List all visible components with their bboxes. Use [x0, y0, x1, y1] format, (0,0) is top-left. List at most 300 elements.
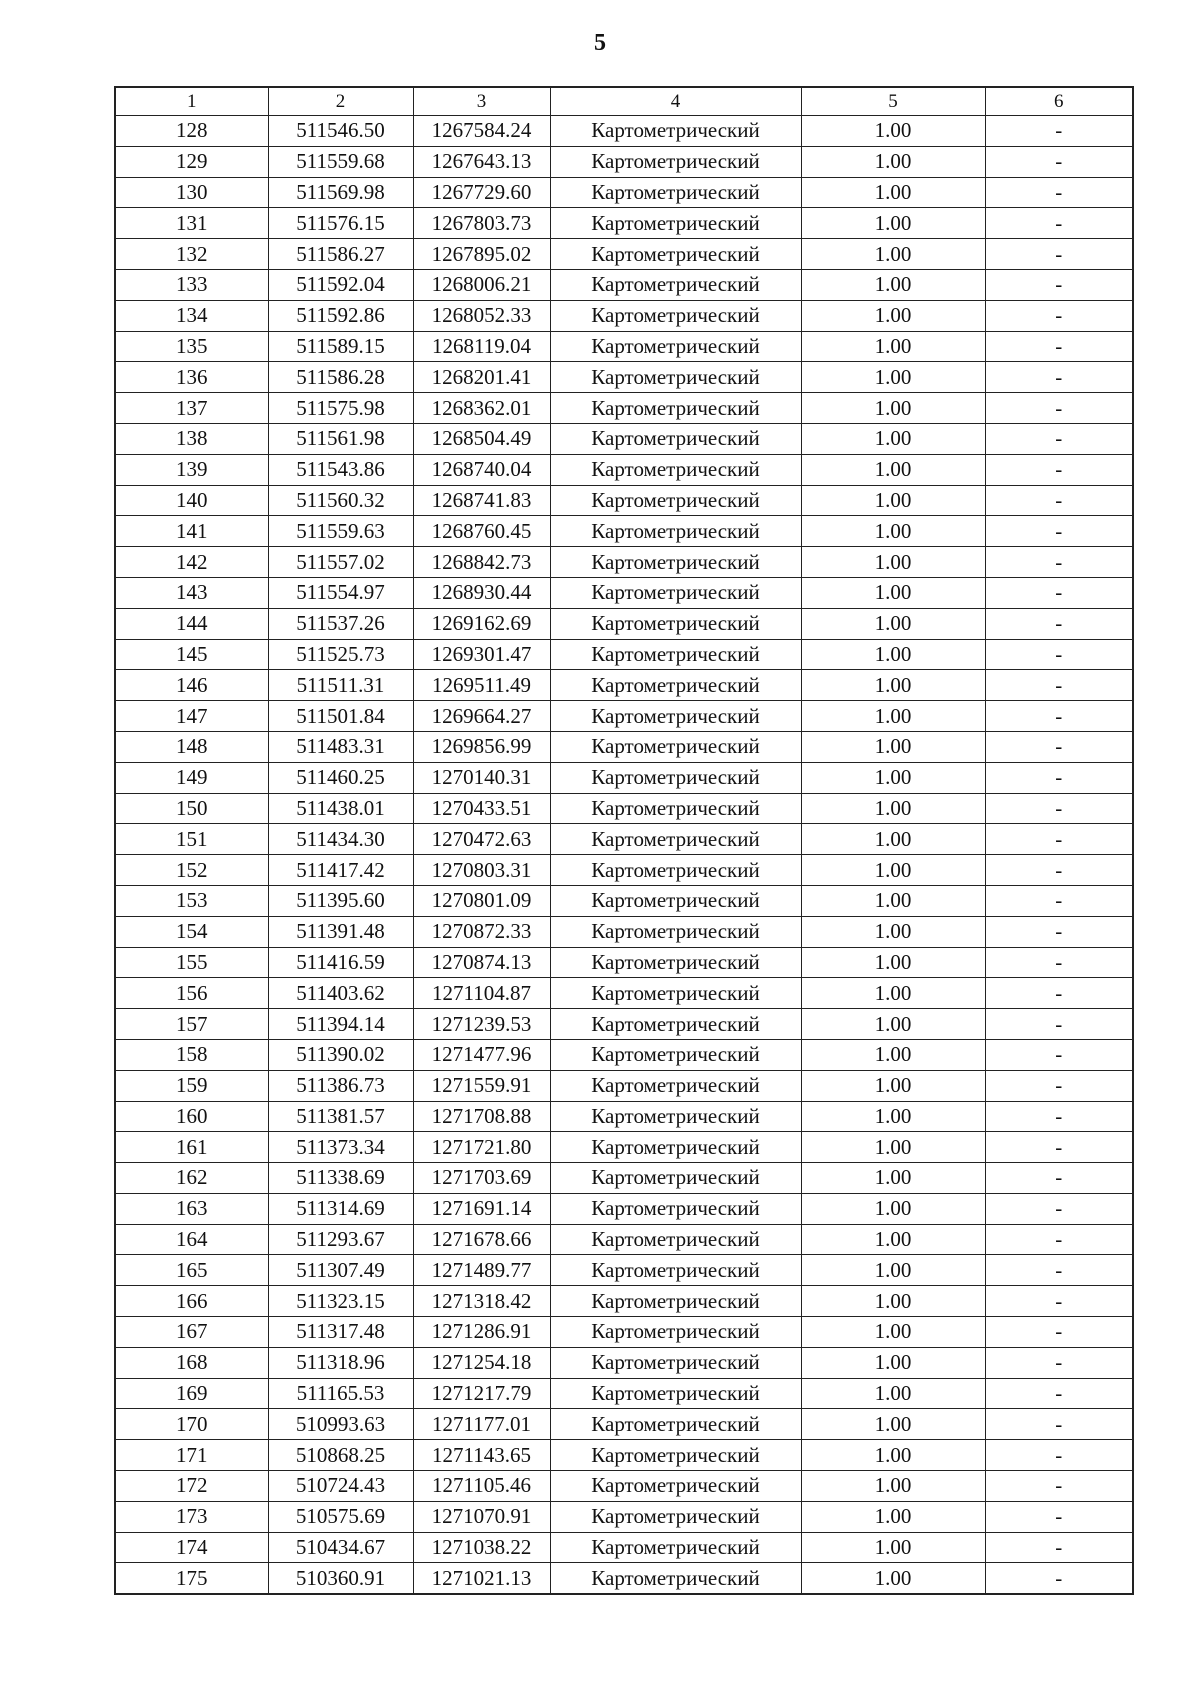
- point-number-cell: 135: [115, 331, 268, 362]
- x-coordinate-cell: 511554.97: [268, 577, 413, 608]
- description-cell: -: [985, 731, 1133, 762]
- y-coordinate-cell: 1268760.45: [413, 516, 550, 547]
- table-row: [115, 885, 1133, 916]
- x-coordinate-cell: 511511.31: [268, 670, 413, 701]
- point-number-cell: 134: [115, 300, 268, 331]
- x-coordinate-cell: 511373.34: [268, 1132, 413, 1163]
- table-row: [115, 947, 1133, 978]
- y-coordinate-cell: 1270472.63: [413, 824, 550, 855]
- description-cell: -: [985, 1255, 1133, 1286]
- accuracy-cell: 1.00: [801, 1070, 985, 1101]
- x-coordinate-cell: 511386.73: [268, 1070, 413, 1101]
- description-cell: -: [985, 116, 1133, 147]
- point-number-cell: 158: [115, 1039, 268, 1070]
- accuracy-cell: 1.00: [801, 146, 985, 177]
- accuracy-cell: 1.00: [801, 978, 985, 1009]
- table-row: [115, 1224, 1133, 1255]
- description-cell: -: [985, 608, 1133, 639]
- table-row: [115, 331, 1133, 362]
- description-cell: -: [985, 1471, 1133, 1502]
- point-number-cell: 132: [115, 239, 268, 270]
- accuracy-cell: 1.00: [801, 1009, 985, 1040]
- y-coordinate-cell: 1271708.88: [413, 1101, 550, 1132]
- description-cell: -: [985, 1070, 1133, 1101]
- table-row: [115, 1132, 1133, 1163]
- method-cell: Картометрический: [550, 1409, 801, 1440]
- point-number-cell: 137: [115, 393, 268, 424]
- accuracy-cell: 1.00: [801, 608, 985, 639]
- point-number-cell: 142: [115, 547, 268, 578]
- description-cell: -: [985, 1440, 1133, 1471]
- table-row: [115, 454, 1133, 485]
- description-cell: -: [985, 423, 1133, 454]
- method-cell: Картометрический: [550, 1070, 801, 1101]
- description-cell: -: [985, 1224, 1133, 1255]
- table-row: [115, 978, 1133, 1009]
- x-coordinate-cell: 511307.49: [268, 1255, 413, 1286]
- accuracy-cell: 1.00: [801, 1501, 985, 1532]
- description-cell: -: [985, 701, 1133, 732]
- x-coordinate-cell: 511460.25: [268, 762, 413, 793]
- point-number-cell: 151: [115, 824, 268, 855]
- point-number-cell: 167: [115, 1317, 268, 1348]
- x-coordinate-cell: 511483.31: [268, 731, 413, 762]
- y-coordinate-cell: 1271489.77: [413, 1255, 550, 1286]
- y-coordinate-cell: 1271143.65: [413, 1440, 550, 1471]
- method-cell: Картометрический: [550, 1440, 801, 1471]
- point-number-cell: 157: [115, 1009, 268, 1040]
- x-coordinate-cell: 511560.32: [268, 485, 413, 516]
- description-cell: -: [985, 1317, 1133, 1348]
- accuracy-cell: 1.00: [801, 824, 985, 855]
- description-cell: -: [985, 269, 1133, 300]
- x-coordinate-cell: 511586.27: [268, 239, 413, 270]
- description-cell: -: [985, 885, 1133, 916]
- accuracy-cell: 1.00: [801, 1286, 985, 1317]
- table-row: [115, 1501, 1133, 1532]
- description-cell: -: [985, 485, 1133, 516]
- point-number-cell: 136: [115, 362, 268, 393]
- x-coordinate-cell: 511323.15: [268, 1286, 413, 1317]
- x-coordinate-cell: 511338.69: [268, 1163, 413, 1194]
- table-row: [115, 855, 1133, 886]
- method-cell: Картометрический: [550, 1009, 801, 1040]
- table-row: [115, 1409, 1133, 1440]
- method-cell: Картометрический: [550, 639, 801, 670]
- accuracy-cell: 1.00: [801, 855, 985, 886]
- point-number-cell: 147: [115, 701, 268, 732]
- y-coordinate-cell: 1271038.22: [413, 1532, 550, 1563]
- accuracy-cell: 1.00: [801, 885, 985, 916]
- table-row: [115, 269, 1133, 300]
- accuracy-cell: 1.00: [801, 116, 985, 147]
- table-row: [115, 177, 1133, 208]
- x-coordinate-cell: 511559.63: [268, 516, 413, 547]
- table-header-row: [115, 87, 1133, 116]
- page-number: 5: [594, 30, 606, 56]
- method-cell: Картометрический: [550, 116, 801, 147]
- point-number-cell: 144: [115, 608, 268, 639]
- point-number-cell: 146: [115, 670, 268, 701]
- method-cell: Картометрический: [550, 393, 801, 424]
- accuracy-cell: 1.00: [801, 1471, 985, 1502]
- table-row: [115, 146, 1133, 177]
- accuracy-cell: 1.00: [801, 1532, 985, 1563]
- table-row: [115, 793, 1133, 824]
- x-coordinate-cell: 510434.67: [268, 1532, 413, 1563]
- x-coordinate-cell: 511395.60: [268, 885, 413, 916]
- y-coordinate-cell: 1268504.49: [413, 423, 550, 454]
- description-cell: -: [985, 855, 1133, 886]
- description-cell: -: [985, 762, 1133, 793]
- method-cell: Картометрический: [550, 1501, 801, 1532]
- y-coordinate-cell: 1271721.80: [413, 1132, 550, 1163]
- method-cell: Картометрический: [550, 762, 801, 793]
- x-coordinate-cell: 511390.02: [268, 1039, 413, 1070]
- description-cell: -: [985, 639, 1133, 670]
- y-coordinate-cell: 1268201.41: [413, 362, 550, 393]
- point-number-cell: 138: [115, 423, 268, 454]
- accuracy-cell: 1.00: [801, 516, 985, 547]
- point-number-cell: 160: [115, 1101, 268, 1132]
- table-row: [115, 547, 1133, 578]
- y-coordinate-cell: 1270433.51: [413, 793, 550, 824]
- accuracy-cell: 1.00: [801, 947, 985, 978]
- table-row: [115, 1009, 1133, 1040]
- method-cell: Картометрический: [550, 1317, 801, 1348]
- table-row: [115, 1347, 1133, 1378]
- x-coordinate-cell: 511589.15: [268, 331, 413, 362]
- point-number-cell: 171: [115, 1440, 268, 1471]
- table-row: [115, 516, 1133, 547]
- y-coordinate-cell: 1268741.83: [413, 485, 550, 516]
- accuracy-cell: 1.00: [801, 454, 985, 485]
- y-coordinate-cell: 1271477.96: [413, 1039, 550, 1070]
- point-number-cell: 161: [115, 1132, 268, 1163]
- y-coordinate-cell: 1269301.47: [413, 639, 550, 670]
- y-coordinate-cell: 1267895.02: [413, 239, 550, 270]
- x-coordinate-cell: 510993.63: [268, 1409, 413, 1440]
- method-cell: Картометрический: [550, 916, 801, 947]
- point-number-cell: 149: [115, 762, 268, 793]
- method-cell: Картометрический: [550, 300, 801, 331]
- point-number-cell: 130: [115, 177, 268, 208]
- x-coordinate-cell: 511592.86: [268, 300, 413, 331]
- accuracy-cell: 1.00: [801, 1039, 985, 1070]
- method-cell: Картометрический: [550, 1039, 801, 1070]
- x-coordinate-cell: 511576.15: [268, 208, 413, 239]
- accuracy-cell: 1.00: [801, 1440, 985, 1471]
- description-cell: -: [985, 516, 1133, 547]
- x-coordinate-cell: 511314.69: [268, 1193, 413, 1224]
- x-coordinate-cell: 511501.84: [268, 701, 413, 732]
- description-cell: -: [985, 1532, 1133, 1563]
- y-coordinate-cell: 1271703.69: [413, 1163, 550, 1194]
- method-cell: Картометрический: [550, 331, 801, 362]
- table-row: [115, 423, 1133, 454]
- table-row: [115, 1101, 1133, 1132]
- x-coordinate-cell: 511381.57: [268, 1101, 413, 1132]
- method-cell: Картометрический: [550, 1378, 801, 1409]
- method-cell: Картометрический: [550, 1224, 801, 1255]
- description-cell: -: [985, 824, 1133, 855]
- method-cell: Картометрический: [550, 885, 801, 916]
- x-coordinate-cell: 511525.73: [268, 639, 413, 670]
- y-coordinate-cell: 1271239.53: [413, 1009, 550, 1040]
- method-cell: Картометрический: [550, 670, 801, 701]
- y-coordinate-cell: 1271678.66: [413, 1224, 550, 1255]
- table-row: [115, 1532, 1133, 1563]
- table-row: [115, 639, 1133, 670]
- method-cell: Картометрический: [550, 947, 801, 978]
- method-cell: Картометрический: [550, 855, 801, 886]
- accuracy-cell: 1.00: [801, 1317, 985, 1348]
- method-cell: Картометрический: [550, 1347, 801, 1378]
- description-cell: -: [985, 239, 1133, 270]
- y-coordinate-cell: 1271070.91: [413, 1501, 550, 1532]
- accuracy-cell: 1.00: [801, 1224, 985, 1255]
- table-row: [115, 1286, 1133, 1317]
- table-row: [115, 1317, 1133, 1348]
- point-number-cell: 173: [115, 1501, 268, 1532]
- y-coordinate-cell: 1271105.46: [413, 1471, 550, 1502]
- y-coordinate-cell: 1270801.09: [413, 885, 550, 916]
- column-header: 5: [801, 87, 985, 116]
- y-coordinate-cell: 1271177.01: [413, 1409, 550, 1440]
- y-coordinate-cell: 1270874.13: [413, 947, 550, 978]
- method-cell: Картометрический: [550, 269, 801, 300]
- accuracy-cell: 1.00: [801, 916, 985, 947]
- y-coordinate-cell: 1270803.31: [413, 855, 550, 886]
- description-cell: -: [985, 146, 1133, 177]
- method-cell: Картометрический: [550, 1101, 801, 1132]
- table-row: [115, 1163, 1133, 1194]
- method-cell: Картометрический: [550, 577, 801, 608]
- description-cell: -: [985, 978, 1133, 1009]
- x-coordinate-cell: 511416.59: [268, 947, 413, 978]
- y-coordinate-cell: 1268052.33: [413, 300, 550, 331]
- point-number-cell: 164: [115, 1224, 268, 1255]
- point-number-cell: 143: [115, 577, 268, 608]
- point-number-cell: 148: [115, 731, 268, 762]
- accuracy-cell: 1.00: [801, 547, 985, 578]
- accuracy-cell: 1.00: [801, 670, 985, 701]
- table-row: [115, 116, 1133, 147]
- method-cell: Картометрический: [550, 1193, 801, 1224]
- method-cell: Картометрический: [550, 731, 801, 762]
- description-cell: -: [985, 947, 1133, 978]
- method-cell: Картометрический: [550, 1532, 801, 1563]
- method-cell: Картометрический: [550, 1471, 801, 1502]
- x-coordinate-cell: 511165.53: [268, 1378, 413, 1409]
- accuracy-cell: 1.00: [801, 177, 985, 208]
- accuracy-cell: 1.00: [801, 793, 985, 824]
- table-row: [115, 362, 1133, 393]
- method-cell: Картометрический: [550, 239, 801, 270]
- x-coordinate-cell: 511438.01: [268, 793, 413, 824]
- point-number-cell: 166: [115, 1286, 268, 1317]
- description-cell: -: [985, 1286, 1133, 1317]
- description-cell: -: [985, 393, 1133, 424]
- accuracy-cell: 1.00: [801, 1563, 985, 1594]
- description-cell: -: [985, 1501, 1133, 1532]
- x-coordinate-cell: 511557.02: [268, 547, 413, 578]
- description-cell: -: [985, 177, 1133, 208]
- table-row: [115, 608, 1133, 639]
- method-cell: Картометрический: [550, 701, 801, 732]
- accuracy-cell: 1.00: [801, 1347, 985, 1378]
- point-number-cell: 141: [115, 516, 268, 547]
- x-coordinate-cell: 510724.43: [268, 1471, 413, 1502]
- table-row: [115, 577, 1133, 608]
- x-coordinate-cell: 511293.67: [268, 1224, 413, 1255]
- method-cell: Картометрический: [550, 516, 801, 547]
- table-row: [115, 670, 1133, 701]
- table-row: [115, 239, 1133, 270]
- method-cell: Картометрический: [550, 454, 801, 485]
- description-cell: -: [985, 1132, 1133, 1163]
- table-row: [115, 1255, 1133, 1286]
- table-row: [115, 1440, 1133, 1471]
- x-coordinate-cell: 511575.98: [268, 393, 413, 424]
- point-number-cell: 145: [115, 639, 268, 670]
- method-cell: Картометрический: [550, 1132, 801, 1163]
- accuracy-cell: 1.00: [801, 1132, 985, 1163]
- x-coordinate-cell: 511403.62: [268, 978, 413, 1009]
- description-cell: -: [985, 1378, 1133, 1409]
- y-coordinate-cell: 1268842.73: [413, 547, 550, 578]
- y-coordinate-cell: 1271217.79: [413, 1378, 550, 1409]
- y-coordinate-cell: 1271559.91: [413, 1070, 550, 1101]
- accuracy-cell: 1.00: [801, 762, 985, 793]
- x-coordinate-cell: 511559.68: [268, 146, 413, 177]
- description-cell: -: [985, 1347, 1133, 1378]
- table-row: [115, 485, 1133, 516]
- description-cell: -: [985, 793, 1133, 824]
- coordinates-table: [114, 86, 1134, 1595]
- y-coordinate-cell: 1270140.31: [413, 762, 550, 793]
- accuracy-cell: 1.00: [801, 1163, 985, 1194]
- accuracy-cell: 1.00: [801, 701, 985, 732]
- description-cell: -: [985, 1101, 1133, 1132]
- description-cell: -: [985, 577, 1133, 608]
- method-cell: Картометрический: [550, 1163, 801, 1194]
- description-cell: -: [985, 1039, 1133, 1070]
- column-header: 3: [413, 87, 550, 116]
- column-header: 4: [550, 87, 801, 116]
- y-coordinate-cell: 1268362.01: [413, 393, 550, 424]
- accuracy-cell: 1.00: [801, 208, 985, 239]
- y-coordinate-cell: 1269664.27: [413, 701, 550, 732]
- x-coordinate-cell: 511317.48: [268, 1317, 413, 1348]
- accuracy-cell: 1.00: [801, 423, 985, 454]
- table-row: [115, 762, 1133, 793]
- point-number-cell: 168: [115, 1347, 268, 1378]
- y-coordinate-cell: 1269162.69: [413, 608, 550, 639]
- y-coordinate-cell: 1267729.60: [413, 177, 550, 208]
- table-row: [115, 916, 1133, 947]
- method-cell: Картометрический: [550, 362, 801, 393]
- y-coordinate-cell: 1269856.99: [413, 731, 550, 762]
- method-cell: Картометрический: [550, 608, 801, 639]
- y-coordinate-cell: 1270872.33: [413, 916, 550, 947]
- table-row: [115, 300, 1133, 331]
- description-cell: -: [985, 454, 1133, 485]
- description-cell: -: [985, 1009, 1133, 1040]
- y-coordinate-cell: 1268006.21: [413, 269, 550, 300]
- method-cell: Картометрический: [550, 146, 801, 177]
- point-number-cell: 133: [115, 269, 268, 300]
- y-coordinate-cell: 1271254.18: [413, 1347, 550, 1378]
- point-number-cell: 131: [115, 208, 268, 239]
- x-coordinate-cell: 511569.98: [268, 177, 413, 208]
- x-coordinate-cell: 511537.26: [268, 608, 413, 639]
- x-coordinate-cell: 511561.98: [268, 423, 413, 454]
- accuracy-cell: 1.00: [801, 485, 985, 516]
- x-coordinate-cell: 511318.96: [268, 1347, 413, 1378]
- x-coordinate-cell: 510360.91: [268, 1563, 413, 1594]
- method-cell: Картометрический: [550, 1563, 801, 1594]
- description-cell: -: [985, 1163, 1133, 1194]
- y-coordinate-cell: 1267803.73: [413, 208, 550, 239]
- point-number-cell: 155: [115, 947, 268, 978]
- point-number-cell: 169: [115, 1378, 268, 1409]
- point-number-cell: 139: [115, 454, 268, 485]
- x-coordinate-cell: 511546.50: [268, 116, 413, 147]
- point-number-cell: 162: [115, 1163, 268, 1194]
- x-coordinate-cell: 511417.42: [268, 855, 413, 886]
- column-header: 1: [115, 87, 268, 116]
- method-cell: Картометрический: [550, 177, 801, 208]
- y-coordinate-cell: 1268930.44: [413, 577, 550, 608]
- table-row: [115, 1378, 1133, 1409]
- table-row: [115, 208, 1133, 239]
- y-coordinate-cell: 1268740.04: [413, 454, 550, 485]
- x-coordinate-cell: 511391.48: [268, 916, 413, 947]
- description-cell: -: [985, 1193, 1133, 1224]
- description-cell: -: [985, 300, 1133, 331]
- x-coordinate-cell: 511586.28: [268, 362, 413, 393]
- description-cell: -: [985, 670, 1133, 701]
- method-cell: Картометрический: [550, 824, 801, 855]
- description-cell: -: [985, 1563, 1133, 1594]
- description-cell: -: [985, 916, 1133, 947]
- point-number-cell: 152: [115, 855, 268, 886]
- table-body: [115, 116, 1133, 1595]
- accuracy-cell: 1.00: [801, 362, 985, 393]
- description-cell: -: [985, 547, 1133, 578]
- method-cell: Картометрический: [550, 793, 801, 824]
- table-row: [115, 393, 1133, 424]
- point-number-cell: 163: [115, 1193, 268, 1224]
- y-coordinate-cell: 1269511.49: [413, 670, 550, 701]
- column-header: 6: [985, 87, 1133, 116]
- point-number-cell: 128: [115, 116, 268, 147]
- accuracy-cell: 1.00: [801, 1255, 985, 1286]
- x-coordinate-cell: 511434.30: [268, 824, 413, 855]
- description-cell: -: [985, 1409, 1133, 1440]
- point-number-cell: 154: [115, 916, 268, 947]
- accuracy-cell: 1.00: [801, 269, 985, 300]
- description-cell: -: [985, 331, 1133, 362]
- accuracy-cell: 1.00: [801, 1101, 985, 1132]
- column-header: 2: [268, 87, 413, 116]
- y-coordinate-cell: 1271318.42: [413, 1286, 550, 1317]
- point-number-cell: 153: [115, 885, 268, 916]
- accuracy-cell: 1.00: [801, 577, 985, 608]
- method-cell: Картометрический: [550, 547, 801, 578]
- point-number-cell: 140: [115, 485, 268, 516]
